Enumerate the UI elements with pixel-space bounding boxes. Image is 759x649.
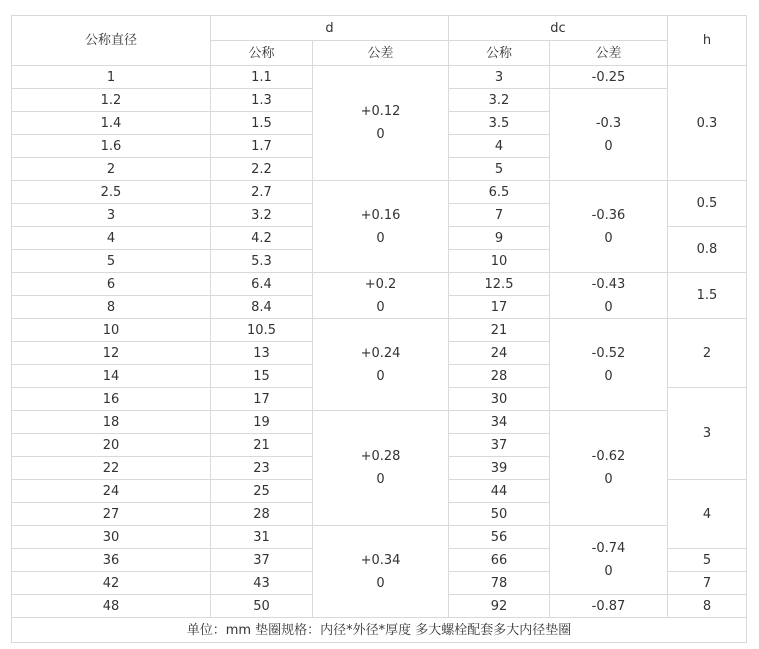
dc-nominal-cell: 28: [449, 365, 550, 388]
h-cell: 4: [668, 480, 747, 549]
dc-tolerance-cell: [550, 66, 668, 89]
header-nominal-diameter: 公称直径: [12, 16, 211, 66]
d-nominal-cell: 23: [211, 457, 313, 480]
dc-tolerance-cell: [550, 526, 668, 595]
d-nominal-cell: 1.7: [211, 135, 313, 158]
nominal-diameter-cell: 30: [12, 526, 211, 549]
nominal-diameter-cell: 3: [12, 204, 211, 227]
d-nominal-cell: 1.1: [211, 66, 313, 89]
tolerance-upper: +0.34: [360, 552, 401, 568]
dc-nominal-cell: 24: [449, 342, 550, 365]
tolerance-upper: +0.28: [360, 449, 401, 464]
d-tolerance-cell: [313, 66, 449, 181]
tolerance-upper: +0.24: [360, 345, 401, 361]
d-nominal-cell: 3.2: [211, 204, 313, 227]
tolerance-lower: 0: [604, 368, 613, 384]
d-tolerance-cell: [313, 411, 449, 526]
d-nominal-cell: 50: [211, 595, 313, 618]
dc-nominal-cell: 37: [449, 434, 550, 457]
d-tolerance-cell: [313, 273, 449, 319]
table-row: [12, 319, 747, 342]
h-cell: 0.3: [668, 66, 747, 181]
dc-nominal-cell: 10: [449, 250, 550, 273]
d-nominal-cell: 19: [211, 411, 313, 434]
table-row: [12, 181, 747, 204]
nominal-diameter-cell: 10: [12, 319, 211, 342]
nominal-diameter-cell: 14: [12, 365, 211, 388]
d-nominal-cell: 1.3: [211, 89, 313, 112]
d-nominal-cell: 1.5: [211, 112, 313, 135]
d-tolerance-cell: [313, 319, 449, 411]
d-nominal-cell: 2.7: [211, 181, 313, 204]
dc-nominal-cell: 6.5: [449, 181, 550, 204]
h-cell: 0.5: [668, 181, 747, 227]
nominal-diameter-cell: 6: [12, 273, 211, 296]
nominal-diameter-cell: 8: [12, 296, 211, 319]
h-cell: 0.8: [668, 227, 747, 273]
nominal-diameter-cell: 48: [12, 595, 211, 618]
d-nominal-cell: 21: [211, 434, 313, 457]
header-dc-nominal: 公称: [449, 41, 550, 66]
table-row: [12, 273, 747, 296]
dc-nominal-cell: 39: [449, 457, 550, 480]
dc-nominal-cell: 3: [449, 66, 550, 89]
tolerance-lower: 0: [376, 368, 385, 384]
dc-nominal-cell: 7: [449, 204, 550, 227]
dc-nominal-cell: 44: [449, 480, 550, 503]
h-cell: 1.5: [668, 273, 747, 319]
tolerance-upper: -0.52: [591, 345, 626, 361]
h-cell: 7: [668, 572, 747, 595]
nominal-diameter-cell: 27: [12, 503, 211, 526]
h-cell: 8: [668, 595, 747, 618]
h-cell: 2: [668, 319, 747, 388]
dc-nominal-cell: 34: [449, 411, 550, 434]
header-dc-tolerance: 公差: [550, 41, 668, 66]
dc-tolerance-cell: [550, 89, 668, 181]
nominal-diameter-cell: 2: [12, 158, 211, 181]
tolerance-upper: -0.25: [591, 69, 626, 85]
nominal-diameter-cell: 42: [12, 572, 211, 595]
nominal-diameter-cell: 5: [12, 250, 211, 273]
nominal-diameter-cell: 16: [12, 388, 211, 411]
nominal-diameter-cell: 22: [12, 457, 211, 480]
d-tolerance-cell: [313, 526, 449, 618]
tolerance-upper: -0.36: [591, 207, 626, 223]
tolerance-lower: 0: [604, 230, 613, 246]
tolerance-lower: 0: [604, 138, 613, 154]
nominal-diameter-cell: 1.6: [12, 135, 211, 158]
tolerance-lower: 0: [604, 564, 613, 579]
dc-nominal-cell: 3.5: [449, 112, 550, 135]
dc-nominal-cell: 56: [449, 526, 550, 549]
nominal-diameter-cell: 1.4: [12, 112, 211, 135]
table-row: [12, 526, 747, 549]
dc-tolerance-cell: [550, 411, 668, 526]
dc-nominal-cell: 50: [449, 503, 550, 526]
d-nominal-cell: 25: [211, 480, 313, 503]
header-d-nominal: 公称: [211, 41, 313, 66]
tolerance-lower: 0: [376, 230, 385, 246]
tolerance-lower: 0: [604, 299, 613, 315]
tolerance-upper: -0.43: [591, 276, 626, 292]
tolerance-upper: -0.74: [591, 541, 626, 556]
dc-nominal-cell: 21: [449, 319, 550, 342]
d-tolerance-cell: [313, 181, 449, 273]
dc-nominal-cell: 30: [449, 388, 550, 411]
header-h: h: [668, 16, 747, 66]
d-nominal-cell: 2.2: [211, 158, 313, 181]
nominal-diameter-cell: 4: [12, 227, 211, 250]
tolerance-lower: 0: [376, 472, 385, 487]
dc-nominal-cell: 3.2: [449, 89, 550, 112]
table-row: [12, 411, 747, 434]
tolerance-upper: -0.87: [591, 598, 626, 614]
tolerance-upper: +0.16: [360, 207, 401, 223]
washer-spec-table: [11, 15, 747, 643]
d-nominal-cell: 37: [211, 549, 313, 572]
nominal-diameter-cell: 2.5: [12, 181, 211, 204]
nominal-diameter-cell: 12: [12, 342, 211, 365]
nominal-diameter-cell: 1: [12, 66, 211, 89]
dc-nominal-cell: 66: [449, 549, 550, 572]
tolerance-lower: 0: [376, 299, 385, 315]
d-nominal-cell: 10.5: [211, 319, 313, 342]
nominal-diameter-cell: 36: [12, 549, 211, 572]
dc-tolerance-cell: [550, 595, 668, 618]
d-nominal-cell: 8.4: [211, 296, 313, 319]
dc-nominal-cell: 9: [449, 227, 550, 250]
nominal-diameter-cell: 1.2: [12, 89, 211, 112]
tolerance-upper: +0.2: [364, 276, 397, 292]
nominal-diameter-cell: 24: [12, 480, 211, 503]
dc-nominal-cell: 4: [449, 135, 550, 158]
header-d: d: [211, 16, 449, 41]
d-nominal-cell: 4.2: [211, 227, 313, 250]
d-nominal-cell: 17: [211, 388, 313, 411]
tolerance-lower: 0: [604, 472, 613, 487]
table-footer-note: 单位：mm 垫圈规格：内径*外径*厚度 多大螺栓配套多大内径垫圈: [12, 618, 747, 643]
d-nominal-cell: 15: [211, 365, 313, 388]
tolerance-upper: -0.62: [591, 449, 626, 464]
d-nominal-cell: 28: [211, 503, 313, 526]
dc-tolerance-cell: [550, 181, 668, 273]
dc-tolerance-cell: [550, 319, 668, 411]
d-nominal-cell: 13: [211, 342, 313, 365]
dc-nominal-cell: 78: [449, 572, 550, 595]
header-dc: dc: [449, 16, 668, 41]
dc-nominal-cell: 17: [449, 296, 550, 319]
dc-tolerance-cell: [550, 273, 668, 319]
d-nominal-cell: 5.3: [211, 250, 313, 273]
tolerance-upper: -0.3: [595, 115, 622, 131]
header-d-tolerance: 公差: [313, 41, 449, 66]
table-row: [12, 66, 747, 89]
tolerance-lower: 0: [376, 575, 385, 591]
d-nominal-cell: 31: [211, 526, 313, 549]
dc-nominal-cell: 5: [449, 158, 550, 181]
tolerance-lower: 0: [376, 127, 385, 142]
d-nominal-cell: 43: [211, 572, 313, 595]
h-cell: 5: [668, 549, 747, 572]
nominal-diameter-cell: 20: [12, 434, 211, 457]
dc-nominal-cell: 92: [449, 595, 550, 618]
dc-nominal-cell: 12.5: [449, 273, 550, 296]
d-nominal-cell: 6.4: [211, 273, 313, 296]
h-cell: 3: [668, 388, 747, 480]
tolerance-upper: +0.12: [360, 104, 401, 119]
nominal-diameter-cell: 18: [12, 411, 211, 434]
